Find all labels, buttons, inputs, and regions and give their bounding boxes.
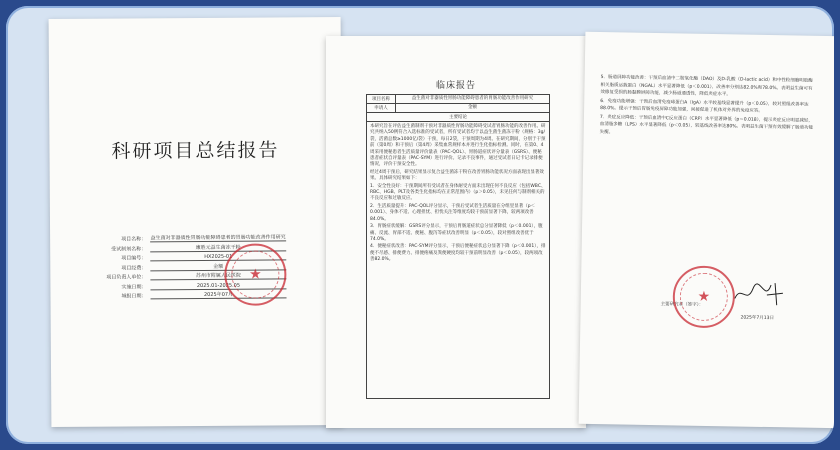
- info-value: 益生菌对非器质性胃肠功能障碍患者的胃肠功能改善作用研究: [150, 234, 286, 242]
- paragraph: 6．免疫功能增强：干预后血清免疫球蛋白A（IgA）水平较基线显著提升（p＜0.05），较对照组改善率达88.0%。提示干预后胃肠免疫屏障功能加强，间接促进了机体对外界的免疫应答。: [600, 98, 809, 114]
- table-row: [367, 122, 549, 398]
- conclusion-body: [367, 122, 549, 398]
- info-value: HX2025-01: [150, 253, 286, 261]
- table-row: [367, 104, 549, 113]
- paragraph: 1．安全性良好：干预期间所有受试者在身体耐受方面未出现任何不良反应（包括WBC、RBC、HGB、PLT及各类生化指标均在正常范围内）（p＞0.05），未见任何与制剂相关的不良反应和过敏反应。: [370, 183, 546, 202]
- project-name-value: 益生菌对非器质性胃肠功能障碍患者的胃肠功能改善作用研究: [411, 96, 534, 101]
- info-row-project-name: [86, 223, 286, 242]
- info-value: 苏州市附属人民医院: [150, 271, 286, 280]
- paragraph: 本研究旨在评估益生菌制剂干预对非器质性胃肠功能障碍受试者胃肠功能的改善作用。研究共纳入50例符合入选标准的受试者，所有受试者均于以益生菌生菌冻干粉（规格：3g/袋，活菌总数≥1000亿/袋）干预，每日2袋，干预周期为4周。在研究期间，分别于干预前（第0周）和干预后（第4周）采集血常规样本并进行生化指标检测。同时，在第0、4周采用便秘患者生活质量评价量表（PAC-QOL）、胃肠道症状评分量表（GSRS）、便秘患者症状自评量表（PAC-SYM）进行评价。记录不良事件，通过受试者日记卡记录排便情况，评价干预安全性。: [370, 124, 546, 168]
- table-row: [367, 113, 549, 122]
- applicant-label: 申请人: [367, 104, 396, 112]
- info-value: 2025.01-2025.05: [150, 282, 286, 290]
- project-name-label: 项目名称: [367, 95, 396, 103]
- clinical-report-table: [366, 94, 550, 399]
- cover-page: [49, 17, 344, 427]
- screenshot-frame: [6, 6, 834, 444]
- official-seal: [672, 265, 735, 328]
- conclusion-page: [579, 32, 834, 428]
- info-label: 项目名称：: [121, 236, 147, 243]
- info-label: 项目编号：: [121, 255, 147, 262]
- signature-date: 2025年7月13日: [740, 315, 775, 322]
- handwritten-signature: [731, 274, 792, 311]
- conclusion-continued: [600, 74, 817, 141]
- paragraph: 3．胃肠症状缓解：GSRS评分显示，干预后胃肠道症状总分显著降低（p＜0.001），腹痛、反流、胃部不适、便秘、腹泻等症状改善明显（p＜0.05），较对照组改善优于74.0%。: [370, 224, 543, 242]
- report-title: 科研项目总结报告: [111, 139, 280, 163]
- clinical-report-page: [326, 36, 586, 428]
- info-label: 项目负责人单位：: [106, 274, 147, 281]
- info-label: 城报日期：: [121, 293, 147, 300]
- info-value: 康胜元益生菌冻干粉: [150, 243, 286, 252]
- paragraph: 2．生活质量提升：PAC-QOL评分显示，干预后受试者生活质量在分组里显著（p＜0.001）、身体不适、心理担忧、担忧关注等维度均较干预前显著下降，较两项改善84.0%。: [370, 203, 536, 222]
- applicant-value: 金额: [468, 105, 477, 110]
- info-label: 受试制剂名称：: [111, 245, 147, 253]
- info-value: 2025年07月: [150, 290, 286, 299]
- paragraph: 5．肠道屏障功能改善：干预后血清中二胺氧化酶（DAO）及D-乳酸（D-lactic acid）和中性粒细胞明胶酶相关脂质运载蛋白（NGAL）水平显著降低（p＜0.001），改善率分别达82.0%和78.0%。表明益生菌可有效修复受损的肠黏膜屏障功能，减少肠道通透性，降低炎症水平。: [600, 75, 813, 98]
- table-row: [367, 95, 549, 104]
- info-label: 项目经费：: [121, 264, 147, 272]
- official-seal: [224, 243, 286, 305]
- signature-caption: 主要研究者（签字）：: [660, 302, 704, 308]
- paragraph: 7．炎症反应降低：干预后血清中C反应蛋白（CRP）水平显著降低（p＝0.018），提示炎症反应明显减轻，血清脂多糖（LPS）水平显著降低（p＜0.05），较基线改善率达80%。表明益生菌干预有效缓解了肠道功能失衡。: [599, 114, 814, 135]
- paragraph: 经过4周干预后，研究结果显示复合益生菌冻干粉在改善胃肠功能状况方面表现出显著效果。具体研究结果如下：: [370, 169, 544, 182]
- info-label: 实施日期：: [121, 283, 147, 291]
- section-title: 主要结论: [449, 115, 467, 120]
- clinical-report-heading: 临床报告: [435, 81, 476, 91]
- info-value: 金额: [150, 262, 286, 271]
- paragraph: 4．便秘症状改善：PAC-SYM评分显示，干预后便秘症状总分显著下降（p＜0.001），排便不尽感、排便费力、排便疼痛及粪便硬度均较干预前明显改善（p＜0.05），较两项改善82.0%。: [370, 244, 546, 263]
